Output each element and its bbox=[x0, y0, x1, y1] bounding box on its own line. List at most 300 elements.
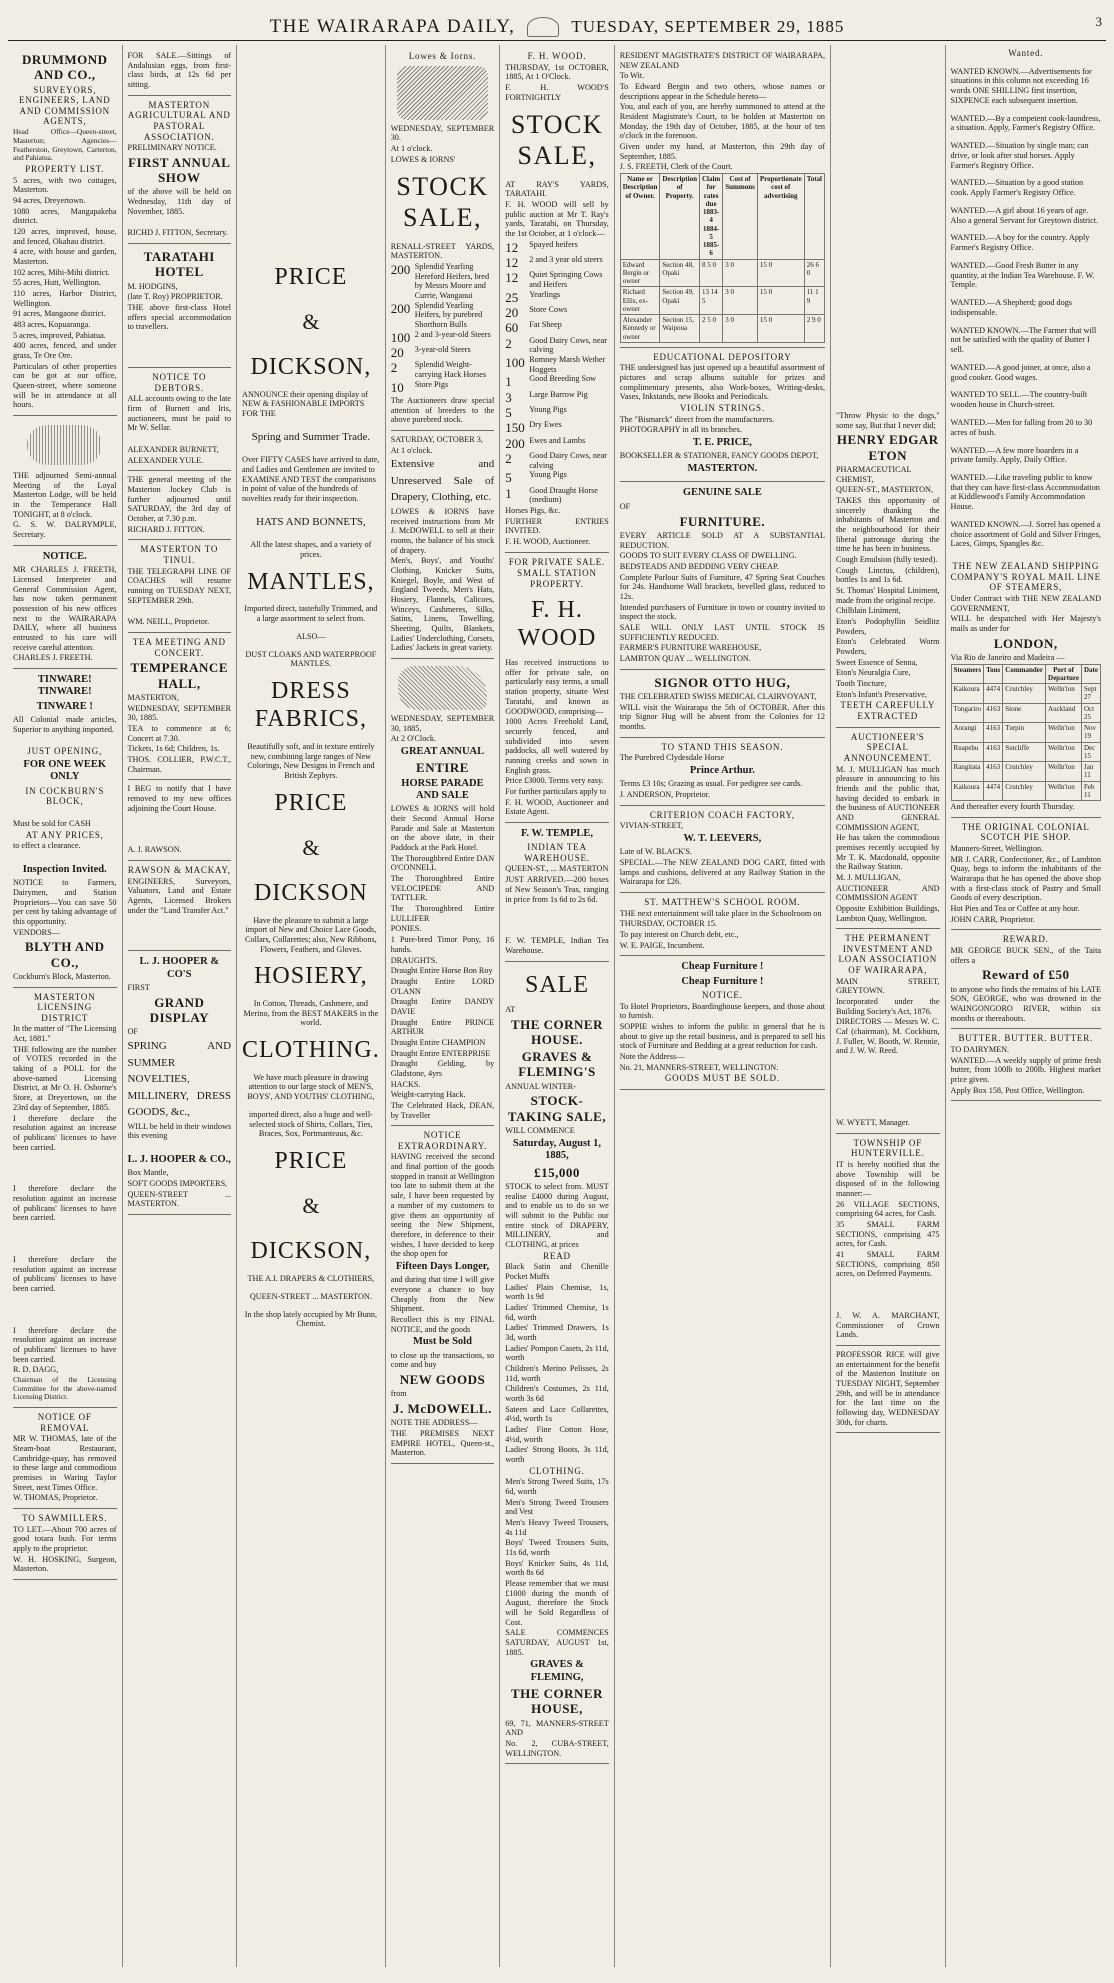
lot-description: Splendid Yearling Hereford Heifers, bred by Messrs Moore and Currie, Wanganui bbox=[414, 261, 490, 300]
horse-entry: HACKS. bbox=[390, 1079, 421, 1089]
lot-count: 2 bbox=[505, 335, 512, 351]
dickson-heading-2: DICKSON bbox=[254, 880, 368, 907]
graves-amount: £15,000 bbox=[534, 1164, 580, 1180]
price-dickson-heading-3: PRICE bbox=[274, 1148, 348, 1175]
permanent-body: Incorporated under the Building Society's Act, 1876. bbox=[836, 997, 940, 1016]
lowes-header: Lowes & Iorns. bbox=[408, 51, 477, 61]
table-cell: 4474 bbox=[984, 781, 1003, 801]
hooper-spring: SPRING AND SUMMER NOVELTIES, MILLINERY, DRESS GOODS, &c., bbox=[127, 1040, 232, 1118]
hosiery-title: HOSIERY, bbox=[254, 963, 368, 990]
permanent-addr: MAIN STREET, GREYTOWN. bbox=[836, 976, 940, 996]
wanted-header: Wanted. bbox=[1008, 48, 1044, 58]
horse-entry: DRAUGHTS. bbox=[390, 955, 438, 965]
tinui-sign: WM. NEILL, Proprietor. bbox=[127, 617, 210, 627]
shipping-body: WILL be despatched with Her Majesty's mails as under for bbox=[950, 614, 1101, 633]
lot-description: 3-year-old Steers bbox=[414, 345, 471, 355]
matthews-date: THURSDAY, OCTOBER 15. bbox=[619, 919, 717, 929]
wood-body2: Has received instructions to offer for private sale, on particularly easy terms, a small station property, situate West Taratahi, and known as GOODWOOD, comprising— bbox=[505, 658, 609, 716]
table-cell: Section 49, Opaki bbox=[660, 287, 700, 315]
prince-terms: Terms £3 10s; Grazing as usual. For pedigree see cards. bbox=[619, 779, 803, 789]
graves-stock-body: STOCK to select from. MUST realise £4000 during August, and to enable us to do so we will submit to the Public our entire stock of DRAPERY, MILLINERY, and CLOTHING, at prices bbox=[505, 1181, 609, 1249]
graves-commences: SALE COMMENCES SATURDAY, AUGUST 1st, 1885. bbox=[505, 1628, 609, 1657]
crest-icon bbox=[527, 17, 559, 37]
price-item: Children's Costumes, 2s 11d, worth 3s 6d bbox=[505, 1384, 609, 1403]
price-item: Ladies' Trimmed Chemise, 1s 6d, worth bbox=[505, 1302, 609, 1322]
graves-name: GRAVES & FLEMING'S bbox=[518, 1049, 596, 1080]
removal-ad bbox=[13, 1408, 117, 1509]
horse-entry: Draught Entire PRINCE ARTHUR bbox=[390, 1017, 495, 1037]
tinware-title: TINWARE! TINWARE! bbox=[37, 673, 92, 698]
lot-count: 150 bbox=[505, 420, 525, 436]
butter-sub: TO DAIRYMEN. bbox=[950, 1045, 1010, 1054]
hunterville-sign: J. W. A. MARCHANT, Commissioner of Crown Lands. bbox=[836, 1311, 940, 1340]
eton-body: TAKES this opportunity of sincerely thanking the inhabitants of Masterton and the neighbourhood for their liberal patronage during the time he has been in business. bbox=[836, 496, 940, 554]
hunterville-title: TOWNSHIP OF HUNTERVILLE. bbox=[850, 1137, 925, 1159]
temple-sign: F. W. TEMPLE, Indian Tea Warehouse. bbox=[505, 936, 609, 955]
hats-title: HATS AND BONNETS, bbox=[256, 515, 366, 528]
lot-count: 25 bbox=[505, 289, 519, 305]
graves-corner2: THE CORNER HOUSE, bbox=[510, 1686, 603, 1717]
hooper-of: OF bbox=[127, 1027, 138, 1037]
wood-extra: Horses Pigs, &c. bbox=[505, 506, 561, 515]
graves-ad bbox=[505, 962, 609, 1765]
table-cell: Dec 15 bbox=[1082, 742, 1101, 762]
ampersand-1: & bbox=[302, 309, 320, 335]
lodge-ad bbox=[13, 416, 117, 546]
table-row bbox=[620, 287, 824, 315]
freeth-title: NOTICE. bbox=[42, 550, 87, 562]
shipping-london: LONDON, bbox=[993, 635, 1058, 651]
lot-description: Good Breeding Sow bbox=[529, 374, 597, 384]
criterion-sign2: Late of W. BLACK'S. bbox=[619, 847, 692, 857]
table-cell: Kaikoura bbox=[951, 781, 984, 801]
tea-sign: THOS. COLLIER, P.W.C.T., Chairman. bbox=[127, 754, 232, 774]
criterion-sign: W. T. LEEVERS, bbox=[683, 832, 762, 844]
wanted-item: WANTED.—A good joiner, at once, also a good cooker. Good wages. bbox=[950, 362, 1091, 382]
drummond-note: Particulars of other properties can be got at our office, Queen-street, where someone will be in attendance at all hours. bbox=[13, 361, 117, 410]
hooper-body: WILL be held in their windows this evening bbox=[127, 1121, 232, 1141]
mcdowell-body2: and during that time I will give everyone a chance to buy Cheaply from the New Shipment. bbox=[390, 1275, 495, 1314]
property-item: 4 acre, with house and garden, Masterton. bbox=[13, 247, 117, 267]
lot-description: Large Barrow Pig bbox=[529, 389, 588, 399]
table-cell: Sutcliffe bbox=[1003, 742, 1046, 762]
table-cell: 2 5 0 bbox=[699, 315, 722, 343]
photo-body: PHOTOGRAPHY in all its branches. bbox=[619, 425, 742, 435]
table-cell: Welln'ton bbox=[1046, 723, 1082, 743]
masthead bbox=[8, 14, 1106, 41]
table-cell: 15 0 bbox=[757, 315, 804, 343]
mcdowell-notice-body: HAVING received the second and final portion of the goods stopped in transit at Wellington too late to submit them at the sale, I have been requested by a number of my customers to give them an opportunity of seeing the New Shipment, therefore, in deference to their wishes, I have decided to keep the shop open for bbox=[390, 1152, 495, 1259]
graves-sale: SALE bbox=[524, 971, 589, 998]
clothing-item: Men's Strong Tweed Trousers and Vest bbox=[505, 1497, 609, 1517]
table-cell: 4163 bbox=[984, 703, 1003, 723]
wanted-item: WANTED.—A few more boarders in a private family. Apply, Daily Office. bbox=[950, 445, 1079, 465]
eton-tincture: Tooth Tincture, bbox=[836, 679, 887, 689]
clothing-item: Men's Strong Tweed Suits, 17s 6d, worth bbox=[505, 1477, 609, 1496]
handshake-emblem bbox=[27, 425, 102, 465]
wanted-item: WANTED.—Situation by single man; can drive, or look after stud horses. Apply Farmer's Registry Office. bbox=[950, 141, 1089, 170]
lot-count: 12 bbox=[505, 255, 519, 270]
table-row bbox=[951, 723, 1100, 743]
lowes-yards: RENALL-STREET YARDS, MASTERTON. bbox=[390, 241, 495, 261]
lot-description: Fat Sheep bbox=[529, 320, 562, 330]
table-row bbox=[951, 762, 1100, 782]
table-cell: Section 15, Waipoua bbox=[660, 315, 700, 343]
lot-row bbox=[505, 255, 609, 270]
table-cell: Kaikoura bbox=[951, 684, 984, 704]
mcdowell-notice-title: NOTICE EXTRAORDINARY. bbox=[397, 1130, 488, 1151]
hooper-grand: GRAND DISPLAY bbox=[149, 994, 209, 1025]
table-header: Name or Description of Owner. bbox=[620, 174, 660, 260]
resident-given: Given under my hand, at Masterton, this 29th day of September, 1885. bbox=[619, 142, 825, 161]
horse-entry: Draught Entire Horse Bon Roy bbox=[390, 966, 493, 976]
lot-row bbox=[505, 486, 609, 505]
price-dickson-body2: Have the pleasure to submit a large import of New and Choice Lace Goods, Collars, Collarettes; also, New Ribbons, Flowers, Feathers, and Gloves. bbox=[245, 915, 377, 954]
criterion-body: SPECIAL.—The NEW ZEALAND DOG CART, fitted with lamps and cushions, delivered at any Railway Station in the Wairarapa for £26. bbox=[619, 857, 825, 887]
table-row bbox=[620, 315, 824, 343]
mcdowell-sold: Must be Sold bbox=[412, 1336, 472, 1348]
freeth-body: MR CHARLES J. FREETH, Licensed Interpreter and General Commission Agent, has now taken permanent possession of his new offices next to the WAIRARAPA DAILY, where all business entrusted to his care will receive careful attention. bbox=[13, 565, 117, 652]
lowes-stock: STOCK SALE, bbox=[396, 172, 489, 232]
clothing-body2: imported direct, also a huge and well-selected stock of Shirts, Collars, Ties, Braces, Sox, Portmanteaus, &c. bbox=[248, 1109, 373, 1139]
lot-row bbox=[391, 262, 495, 301]
criterion-sub: VIVIAN-STREET, bbox=[619, 821, 684, 831]
price-item: Ladies' Pompon Casets, 2s 11d, worth bbox=[505, 1343, 609, 1363]
shipping-ad bbox=[951, 557, 1101, 818]
table-cell: Auckland bbox=[1046, 703, 1082, 723]
lot-description: 2 and 3-year-old Steers bbox=[414, 329, 491, 339]
agric-title: MASTERTON AGRICULTURAL AND PASTORAL ASSOCIATION. bbox=[127, 99, 231, 142]
drapers: THE A.I. DRAPERS & CLOTHIERS, bbox=[247, 1273, 375, 1283]
lot-count: 5 bbox=[505, 470, 512, 486]
eggs-body: FOR SALE.—Sittings of Andalusian eggs, from first-class birds, at 12s 6d per sitting. bbox=[127, 51, 232, 90]
carr-body: MR J. CARR, Confectioner, &c., of Lambton Quay, begs to inform the inhabitants of the Wairarapa that he has opened the above shop with a first-class stock of Pastry and Small Goods of every description. bbox=[950, 854, 1101, 903]
lot-row bbox=[505, 336, 609, 355]
ampersand-2: & bbox=[302, 835, 320, 861]
property-item: 5 acres, improved, Pahiatua. bbox=[13, 330, 106, 340]
table-header: Port of Departure bbox=[1046, 664, 1082, 684]
lot-count: 100 bbox=[390, 329, 411, 345]
lot-description: Good Dairy Cows, near calving bbox=[529, 335, 607, 355]
rice-ad bbox=[836, 1346, 940, 1433]
eton-teeth: TEETH CAREFULLY EXTRACTED bbox=[840, 700, 936, 722]
wood-further: FURTHER ENTRIES INVITED. bbox=[505, 516, 609, 536]
signor-title: SIGNOR OTTO HUG, bbox=[654, 674, 791, 690]
lot-row bbox=[505, 470, 609, 485]
table-cell: Rangitata bbox=[951, 762, 984, 782]
table-cell: Alexander Kennedy or owner bbox=[620, 315, 660, 343]
column-3 bbox=[237, 45, 386, 1967]
clothing-item: Boys' Knicker Suits, 4s 11d, worth 8s 6d bbox=[505, 1558, 609, 1578]
graves-annual: ANNUAL WINTER- bbox=[505, 1081, 576, 1091]
graves-firm: GRAVES & FLEMING, bbox=[530, 1659, 584, 1683]
matthews-body: THE next entertainment will take place in the Schoolroom on bbox=[619, 908, 822, 918]
horse-parade-ad bbox=[391, 659, 495, 1126]
table-row bbox=[951, 703, 1100, 723]
matthews-sign: W. E. PAIGE, Incumbent. bbox=[619, 940, 705, 950]
genuine-furniture: FURNITURE. bbox=[679, 513, 766, 529]
prince-name: Prince Arthur. bbox=[689, 764, 755, 776]
hunterville-body: IT is hereby notified that the above Township will be disposed of in the following manner:— bbox=[836, 1159, 940, 1198]
cheap-title2: Cheap Furniture ! bbox=[681, 975, 764, 987]
wood-thu: THURSDAY, 1st OCTOBER, 1885, At 1 O'Clock. bbox=[505, 62, 609, 82]
season-title: Spring and Summer Trade. bbox=[251, 430, 371, 443]
hunterville-village: 26 VILLAGE SECTIONS, comprising 64 acres, for Cash. bbox=[836, 1199, 940, 1219]
lot-count: 20 bbox=[505, 305, 519, 320]
wood-station: SMALL STATION PROPERTY. bbox=[517, 568, 597, 589]
mulligan-body: M. J. MULLIGAN has much pleasure in announcing to his friends and the public that, having decided to embark in the business of AUCTIONEER AND GENERAL COMMISSION AGENT, bbox=[836, 764, 940, 832]
lot-row bbox=[505, 374, 609, 389]
lowes-stock-ad bbox=[391, 47, 495, 431]
carr-sign: JOHN CARR, Proprietor. bbox=[950, 914, 1035, 924]
tea-place: MASTERTON, bbox=[127, 692, 179, 702]
mcdowell-fifteen: Fifteen Days Longer, bbox=[395, 1260, 490, 1272]
genuine-body: EVERY ARTICLE SOLD AT A SUBSTANTIAL REDUCTION. bbox=[619, 530, 825, 550]
tinware-where: IN COCKBURN'S BLOCK, bbox=[25, 785, 105, 807]
drummond-title: DRUMMOND AND CO., bbox=[21, 52, 108, 83]
table-cell: 4163 bbox=[984, 762, 1003, 782]
hooper-title: L. J. HOOPER & CO'S bbox=[139, 956, 220, 980]
lot-row bbox=[505, 355, 609, 374]
depository-sign: T. E. PRICE, bbox=[692, 437, 752, 449]
table-cell: Welln'ton bbox=[1046, 762, 1082, 782]
price-item: Children's Merino Pelisses, 2s 11d, worth bbox=[505, 1363, 609, 1383]
lot-description: Store Pigs bbox=[414, 379, 449, 389]
property-item: 483 acres, Kopuaranga. bbox=[13, 320, 91, 330]
wanted-item: WANTED.—By a competent cook-laundress, a situation. Apply, Farmer's Registry Office. bbox=[950, 113, 1101, 133]
reward-body2: to anyone who finds the remains of his LATE SON, GEORGE, who was drowned in the WAINGONGORO RIVER, within six months or thereabouts. bbox=[950, 984, 1101, 1023]
table-cell: Turpin bbox=[1003, 723, 1046, 743]
horse-entry: Weight-carrying Hack. bbox=[390, 1090, 466, 1100]
property-item: 91 acres, Mangaone district. bbox=[13, 309, 106, 319]
eton-neuralgia: Eton's Neuralgia Cure, bbox=[836, 668, 911, 678]
graves-read: READ bbox=[543, 1250, 571, 1261]
price-item: Ladies' Fine Cotton Hose, 4½d, worth bbox=[505, 1424, 609, 1444]
table-row bbox=[951, 742, 1100, 762]
wood-lot-list bbox=[505, 240, 609, 505]
ampersand-3: & bbox=[302, 1193, 320, 1219]
lot-description: Splendid Yearling Heifers, by purebred Shorthorn Bulls bbox=[414, 300, 483, 330]
tinware-opening: JUST OPENING, bbox=[27, 746, 103, 757]
wanted-item: WANTED.—Situation by a good station cook. Apply Farmer's Registry Office. bbox=[950, 178, 1084, 198]
lot-count: 1 bbox=[505, 374, 512, 390]
debtors-sign2: ALEXANDER YULE. bbox=[127, 455, 204, 465]
licensing-body: THE following are the number of VOTES recorded in the taking of a POLL for the above-named Licensing District, at Mr O. H. Osborne's Store, at Dreyertown, on the 23rd day of September, 1885. bbox=[13, 1044, 117, 1112]
licensing-sign: R. D. DAGG, bbox=[13, 1365, 59, 1375]
horse-entry: Draught Entire ENTERPRISE bbox=[390, 1048, 491, 1058]
agric-show: FIRST ANNUAL SHOW bbox=[128, 154, 231, 186]
lowes-drapery-ad bbox=[391, 431, 495, 659]
column-7 bbox=[831, 45, 946, 1967]
tinware-farmers: NOTICE to Farmers, Dairymen, and Station Proprietors—You can save 50 per cent by taking advantage of this opportunity. bbox=[13, 878, 117, 926]
parade-time: At 2 O'Clock. bbox=[390, 734, 437, 744]
lot-row bbox=[505, 405, 609, 420]
property-item: 102 acres, Mihi-Mihi district. bbox=[13, 267, 110, 277]
agric-body: of the above will be held on Wednesday, 11th day of November, 1885. bbox=[127, 187, 232, 216]
signor-body: WILL visit the Wairarapa the 5th of OCTOBER. After this trip Signor Hug will be absent from the Colonies for 12 months. bbox=[619, 702, 825, 731]
lowes-ext: Extensive and Unreserved Sale of Drapery, Clothing, etc. bbox=[390, 458, 495, 504]
wood-sign: F. H. WOOD, Auctioneer. bbox=[505, 537, 591, 547]
matthews-title: ST. MATTHEW'S SCHOOL ROOM. bbox=[644, 896, 801, 907]
lot-description: Spayed heifers bbox=[529, 239, 578, 249]
eggs-ad bbox=[128, 47, 232, 96]
permanent-sign: W. WYETT, Manager. bbox=[836, 1118, 910, 1128]
tea-hall: TEMPERANCE HALL, bbox=[130, 660, 228, 691]
wood-partic: For further particulars apply to bbox=[505, 786, 607, 796]
table-row bbox=[951, 781, 1100, 801]
parade-entries: The Thoroughbred Entire DAN O'CONNELL bbox=[390, 853, 495, 873]
wanted-list bbox=[951, 67, 1101, 549]
property-item: 5 acres, with two cottages, Masterton. bbox=[13, 175, 117, 195]
shipping-table bbox=[951, 664, 1101, 802]
price-item: Sateen and Lace Collarettes, 4½d, worth 1s bbox=[505, 1404, 609, 1424]
resident-body: To Edward Bergin and two others, whose names or descriptions appear in the Schedule hereto— bbox=[619, 82, 825, 101]
eton-podophyllin: Eton's Podophyllin Seidlitz Powders, bbox=[836, 617, 940, 636]
lot-count: 2 bbox=[505, 450, 512, 466]
mulligan-ad bbox=[836, 728, 940, 930]
dust-cloaks: DUST CLOAKS AND WATERPROOF MANTLES. bbox=[245, 649, 377, 669]
wanted-item: WANTED.—A Shepherd; good dogs indispensable. bbox=[950, 298, 1072, 317]
graves-addr2: No. 2, CUBA-STREET, WELLINGTON. bbox=[505, 1739, 609, 1758]
mcdowell-ad bbox=[391, 1126, 495, 1464]
tinware-vendors: VENDORS— bbox=[13, 927, 60, 937]
agric-sign: RICHD J. FITTON, Secretary. bbox=[127, 228, 228, 238]
table-cell: 4474 bbox=[984, 684, 1003, 704]
mcdowell-body3: to close up the transactions, so come and buy bbox=[390, 1350, 495, 1370]
table-cell: Oct 25 bbox=[1082, 703, 1101, 723]
butter-ad bbox=[951, 1029, 1101, 1101]
butter-body: WANTED.—A weekly supply of prime fresh butter, from 100lb to 200lb. Highest market price given. bbox=[950, 1055, 1101, 1085]
column-4 bbox=[386, 45, 501, 1967]
tinware-inspection: Inspection Invited. bbox=[22, 863, 107, 875]
price-item: Ladies' Trimmed Drawers, 1s 3d, worth bbox=[505, 1323, 609, 1342]
cheap-must: GOODS MUST BE SOLD. bbox=[664, 1073, 780, 1084]
genuine-addr: LAMBTON QUAY ... WELLINGTON. bbox=[619, 653, 751, 663]
signor-ad bbox=[620, 670, 825, 738]
shipping-title: THE NEW ZEALAND SHIPPING COMPANY'S ROYAL MAIL LINE OF STEAMERS, bbox=[950, 561, 1101, 593]
rawson-body: ENGINEERS, Surveyors, Valuators, Land and Estate Agents, Licensed Brokers under the "Land Transfer Act." bbox=[127, 876, 232, 915]
column-5 bbox=[500, 45, 615, 1967]
mantles-also: ALSO— bbox=[296, 631, 326, 641]
price-item: Ladies' Plain Chemise, 1s, worth 1s 9d bbox=[505, 1282, 609, 1302]
mcdowell-address: NOTE THE ADDRESS— bbox=[390, 1418, 478, 1428]
price-dickson-announce: ANNOUNCE their opening display of NEW & FASHIONABLE IMPORTS FOR THE bbox=[242, 389, 369, 419]
carr-ad bbox=[951, 818, 1101, 931]
hooper-firm: L. J. HOOPER & CO., bbox=[127, 1153, 231, 1165]
wood-name: F. H. WOOD bbox=[517, 596, 597, 651]
hotel-body: THE above first-class Hotel offers special accommodation to travellers. bbox=[127, 303, 232, 332]
licensing-declare-3: I therefore declare the resolution against an increase of publicans' licenses to have been carried. bbox=[13, 1254, 117, 1293]
resident-title: RESIDENT MAGISTRATE'S DISTRICT OF WAIRARAPA, NEW ZEALAND bbox=[619, 51, 825, 70]
livestock-engraving bbox=[397, 66, 488, 120]
horse-engraving bbox=[398, 666, 487, 710]
reward-title: REWARD. bbox=[1002, 934, 1049, 945]
parade-wed: WEDNESDAY, SEPTEMBER 30, 1885, bbox=[390, 713, 495, 733]
table-cell: 26 6 0 bbox=[804, 259, 824, 287]
shipping-via: Via Rio de Janeiro and Madeira — bbox=[950, 652, 1065, 662]
table-row bbox=[620, 259, 824, 287]
horse-entry: The Thoroughbred Entire LULLIFER bbox=[390, 904, 495, 923]
hooper-importer: SOFT GOODS IMPORTERS, bbox=[127, 1178, 228, 1188]
clothing-item: Men's Heavy Tweed Trousers, 4s 11d bbox=[505, 1517, 609, 1537]
hotel-sub: M. HODGINS, bbox=[127, 281, 178, 291]
mcdowell-from: from bbox=[390, 1389, 407, 1399]
drummond-ad bbox=[13, 47, 117, 416]
drummond-sub: SURVEYORS, ENGINEERS, LAND AND COMMISSION AGENTS, bbox=[19, 84, 111, 127]
lot-count: 200 bbox=[390, 300, 411, 316]
lot-description: Yearlings bbox=[529, 289, 561, 299]
licensing-declare-4: I therefore declare the resolution against an increase of publicans' licenses to have been carried. bbox=[13, 1325, 117, 1364]
resident-towit: To Wit. bbox=[619, 71, 645, 81]
wanted-item: WANTED.—Good Fresh Butter in any quantity, at the Indian Tea Warehouse. F. W. Temple. bbox=[950, 261, 1095, 290]
hooper-first: FIRST bbox=[127, 983, 150, 992]
agric-ad bbox=[128, 96, 232, 244]
removal-body: MR W. THOMAS, late of the Steam-boat Restaurant, Cambridge-quay, has removed to these large and commodious premises in Waring Taylor Street, next Times Office. bbox=[13, 1434, 117, 1492]
lot-description: Quiet Springing Cows and Heifers bbox=[529, 270, 603, 289]
wanted-item: WANTED KNOWN.—The Farmer that will not be satisfied with the quality of Butter I sell. bbox=[950, 325, 1097, 355]
table-cell: 4163 bbox=[984, 742, 1003, 762]
mantles-body: Imported direct, tastefully Trimmed, and a large assortment to select from. bbox=[244, 604, 378, 623]
furniture-ad bbox=[620, 482, 825, 669]
lot-count: 2 bbox=[390, 360, 398, 376]
eton-senna: Sweet Essence of Senna, bbox=[836, 657, 918, 667]
lot-description: Good Draught Horse (medium) bbox=[529, 485, 598, 505]
signor-sub: THE CELEBRATED SWISS MEDICAL CLAIRVOYANT, bbox=[619, 691, 817, 701]
genuine-sale: SALE WILL ONLY LAST UNTIL STOCK IS SUFFICIENTLY REDUCED. bbox=[619, 622, 825, 642]
graves-at: AT bbox=[505, 1004, 516, 1014]
lowes-lot-list bbox=[391, 262, 495, 395]
lowes-body2: LOWES & IORNS have received instructions from Mr J. McDOWELL to sell at their rooms, the balance of his stock of drapery. bbox=[390, 506, 495, 555]
table-cell: Welln'ton bbox=[1046, 684, 1082, 704]
table-cell: Sept 27 bbox=[1082, 684, 1101, 704]
lot-description: Young Pigs bbox=[529, 470, 567, 480]
columns bbox=[8, 45, 1106, 1967]
tea-date: WEDNESDAY, SEPTEMBER 30, 1885. bbox=[127, 703, 232, 723]
temple-warehouse: INDIAN TEA WAREHOUSE. bbox=[524, 842, 590, 863]
horse-entry: PONIES. bbox=[390, 924, 422, 934]
lot-row bbox=[505, 240, 609, 255]
resident-body2: You, and each of you, are hereby summoned to attend at the Resident Magistrate's Court, to be holden at Masterton on Monday, the 19th day of October, 1885, at the hour of ten o'clock in the forenoon. bbox=[619, 102, 825, 141]
table-header: Date bbox=[1082, 664, 1101, 684]
sawmillers-body: TO LET.—About 700 acres of good totara bush. For terms apply to the proprietor. bbox=[13, 1524, 117, 1553]
lot-description: Store Cows bbox=[529, 305, 568, 314]
lot-row bbox=[505, 420, 609, 435]
carr-title: THE ORIGINAL COLONIAL SCOTCH PIE SHOP. bbox=[961, 821, 1090, 843]
tinware-title2: TINWARE ! bbox=[36, 700, 93, 712]
mulligan-sign: M. J. MULLIGAN, bbox=[836, 872, 901, 882]
graves-price-list bbox=[505, 1262, 609, 1464]
tea-tickets: Tickets, 1s 6d; Children, 1s. bbox=[127, 744, 220, 754]
lot-count: 200 bbox=[505, 435, 525, 451]
table-header: Steamers bbox=[951, 664, 984, 684]
cheap-notice: NOTICE. bbox=[701, 990, 743, 1000]
license-body: I BEG to notify that I have removed to my new offices adjoining the Court House. bbox=[127, 784, 232, 813]
table-cell: Crutchley bbox=[1003, 781, 1046, 801]
tinware-prices: AT ANY PRICES, bbox=[25, 829, 104, 840]
table-cell: Section 48, Opaki bbox=[660, 259, 700, 287]
dress-fabrics-body: Beautifully soft, and in texture entirely new, combining large ranges of New Colorings, New Designs in French and British Zephyrs. bbox=[247, 741, 375, 780]
tinware-ad bbox=[13, 669, 117, 988]
cheap-furniture-ad bbox=[620, 956, 825, 1090]
graves-date: Saturday, August 1, 1885, bbox=[512, 1137, 602, 1162]
mcdowell-name: J. McDOWELL. bbox=[393, 1400, 492, 1416]
tinui-title: MASTERTON TO TINUI. bbox=[140, 544, 219, 566]
debtors-body: ALL accounts owing to the late firm of Burnett and Iris, auctioneers, must be paid to Mr W. Sellar. bbox=[127, 394, 232, 433]
table-cell: 3 0 bbox=[723, 287, 758, 315]
table-header: Proportionate cost of advertising bbox=[757, 174, 804, 260]
hotel-title: TARATAHI HOTEL bbox=[143, 249, 215, 280]
parade-title: HORSE PARADE AND SALE bbox=[401, 777, 484, 802]
